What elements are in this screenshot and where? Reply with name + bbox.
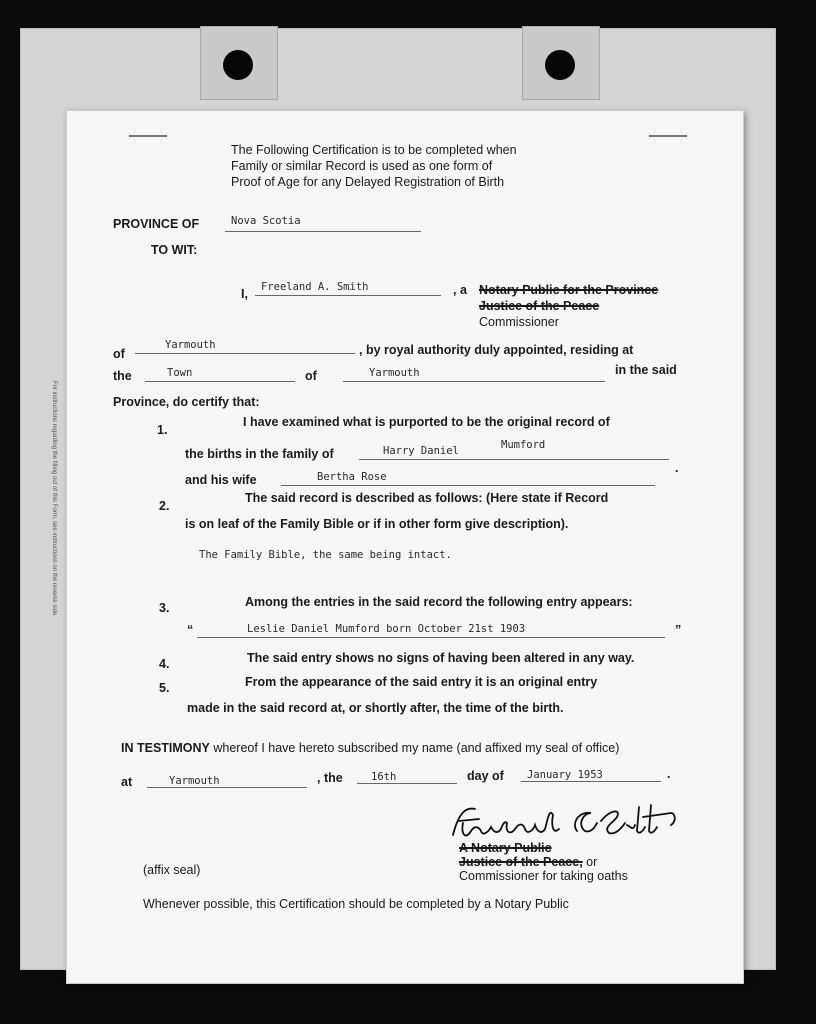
testimony-end: . xyxy=(667,767,671,781)
signature-commissioner: Commissioner for taking oaths xyxy=(459,869,628,883)
footer-note: Whenever possible, this Certification should be completed by a Notary Public xyxy=(143,897,569,911)
mother-line xyxy=(281,485,655,486)
province-value: Nova Scotia xyxy=(231,215,301,227)
the-label: the xyxy=(113,369,132,383)
testimony-day: 16th xyxy=(371,771,397,783)
item-2-text: The said record is described as follows: (Here state if Record xyxy=(245,491,609,505)
testimony-day-line xyxy=(357,783,457,784)
in-said-text: in the said xyxy=(615,363,677,377)
notary-title-struck: Notary Public for the Province xyxy=(479,283,659,297)
item-3-number: 3. xyxy=(159,601,170,615)
testimony-month-line xyxy=(521,781,661,782)
corner-mark-left xyxy=(129,135,167,137)
testimony-rest: whereof I have hereto subscribed my name (and affixed my seal of office) xyxy=(209,741,620,755)
item-5-number: 5. xyxy=(159,681,170,695)
the-value: Town xyxy=(167,367,193,379)
item-1-number: 1. xyxy=(157,423,168,437)
declarant-prefix: I, xyxy=(241,287,248,301)
item-1-period: . xyxy=(675,461,679,475)
item-1-wife: and his wife xyxy=(185,473,257,487)
of2-line xyxy=(343,381,605,382)
item-2-text-b: is on leaf of the Family Bible or if in other form give description). xyxy=(185,517,569,531)
item-1-family: the births in the family of xyxy=(185,447,334,461)
item-5-text-b: made in the said record at, or shortly after, the time of the birth. xyxy=(187,701,564,715)
header-line-3: Proof of Age for any Delayed Registration of Birth xyxy=(231,175,505,189)
item-3-text: Among the entries in the said record the following entry appears: xyxy=(245,595,633,609)
item-2-number: 2. xyxy=(159,499,170,513)
header-line-2: Family or similar Record is used as one form of xyxy=(231,159,493,173)
testimony-place: Yarmouth xyxy=(169,775,220,787)
testimony-the: , the xyxy=(317,771,343,785)
of2-label: of xyxy=(305,369,317,383)
justice-title-struck: Justice of the Peace xyxy=(479,299,600,313)
binder-tab-left xyxy=(200,26,278,100)
item-5-text: From the appearance of the said entry it is an original entry xyxy=(245,675,598,689)
item-4-number: 4. xyxy=(159,657,170,671)
signature-justice-struck: Justice of the Peace, xyxy=(459,855,583,869)
of2-value: Yarmouth xyxy=(369,367,420,379)
birth-entry-line xyxy=(197,637,665,638)
item-4-text: The said entry shows no signs of having been altered in any way. xyxy=(247,651,635,665)
testimony-month-year: January 1953 xyxy=(527,769,603,781)
to-wit-label: TO WIT: xyxy=(151,243,198,257)
record-description: The Family Bible, the same being intact. xyxy=(199,549,452,561)
affix-seal-label: (affix seal) xyxy=(143,863,201,877)
province-certify-text: Province, do certify that: xyxy=(113,395,260,409)
father-name: Harry Daniel xyxy=(383,445,459,457)
declarant-comma-a: , a xyxy=(453,283,467,297)
corner-mark-right xyxy=(649,135,687,137)
the-line xyxy=(145,381,295,382)
of-label: of xyxy=(113,347,125,361)
of-value: Yarmouth xyxy=(165,339,216,351)
punch-hole-right xyxy=(545,50,575,80)
testimony-day-of: day of xyxy=(467,769,504,783)
item-1-text: I have examined what is purported to be the original record of xyxy=(243,415,610,429)
commissioner-title: Commissioner xyxy=(479,315,559,329)
signature-text xyxy=(445,801,446,802)
side-instructions-note xyxy=(51,381,57,391)
testimony-text xyxy=(121,741,619,755)
province-line xyxy=(225,231,421,232)
birth-entry: Leslie Daniel Mumford born October 21st 1903 xyxy=(247,623,526,635)
testimony-bold: IN TESTIMONY xyxy=(121,741,210,755)
testimony-at-label: at xyxy=(121,775,133,789)
province-label: PROVINCE OF xyxy=(113,217,200,231)
signature-justice-line xyxy=(459,855,597,869)
entry-open-quote: “ xyxy=(187,623,194,637)
signature-or: or xyxy=(582,855,598,869)
punch-hole-left xyxy=(223,50,253,80)
appointed-text: , by royal authority duly appointed, residing at xyxy=(359,343,634,357)
header-line-1: The Following Certification is to be completed when xyxy=(231,143,517,157)
signature-notary-struck: A Notary Public xyxy=(459,841,552,855)
entry-close-quote: ” xyxy=(675,623,682,637)
testimony-place-line xyxy=(147,787,307,788)
binder-tab-right xyxy=(522,26,600,100)
certification-form xyxy=(66,110,744,984)
declarant-name-line xyxy=(255,295,441,296)
father-surname: Mumford xyxy=(501,439,546,451)
father-line xyxy=(359,459,669,460)
mother-name: Bertha Rose xyxy=(317,471,387,483)
declarant-name: Freeland A. Smith xyxy=(261,281,369,293)
of-line xyxy=(135,353,355,354)
